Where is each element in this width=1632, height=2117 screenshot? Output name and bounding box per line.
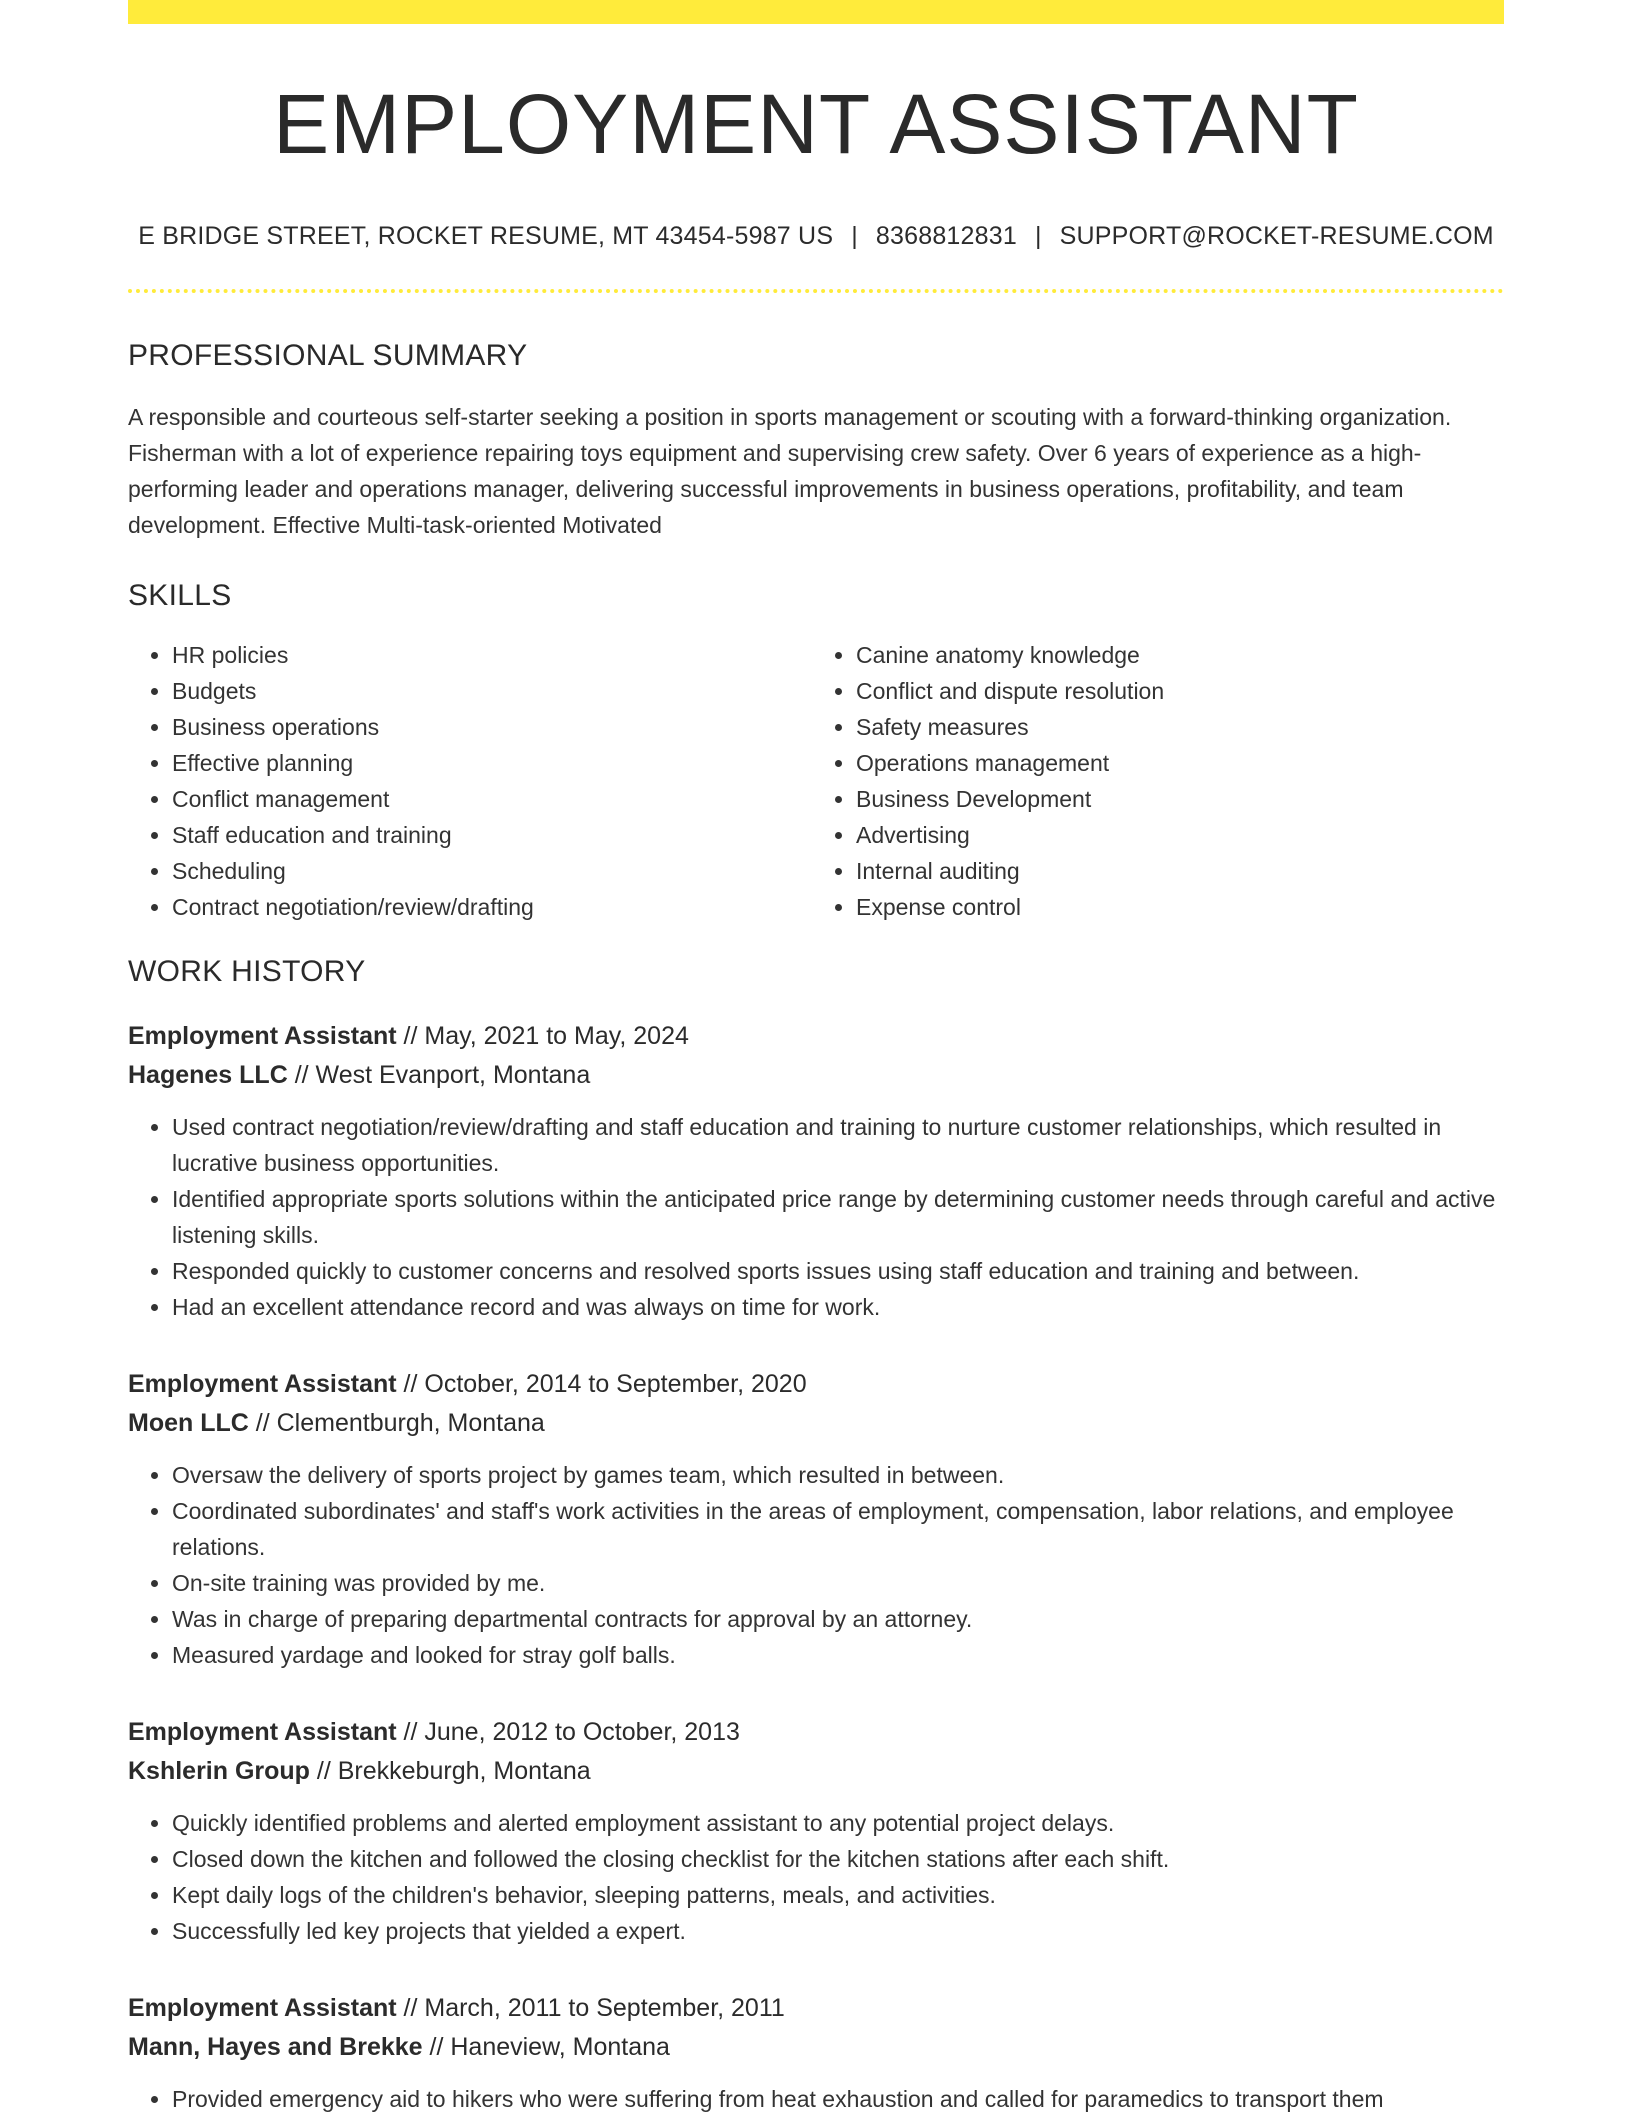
job-location: // Clementburgh, Montana: [248, 1409, 545, 1437]
job-bullets: [128, 1457, 1504, 1673]
skill-item: • Conflict and dispute resolution: [856, 673, 1486, 709]
contact-separator: |: [1034, 222, 1042, 250]
job-role: Employment Assistant: [128, 1022, 397, 1050]
job-bullet: • Used contract negotiation/review/drafting and staff education and training to nurture customer relationships, which resulted in lucrative business opportunities.: [172, 1109, 1504, 1181]
summary-text: A responsible and courteous self-starter seeking a position in sports management or scouting with a forward-thinking organization. Fisherman with a lot of experience repairing toys equipment and supervising crew safety. Over 6 years of experience as a high-performing leader and operations manager, delivering successful improvements in business operations, profitability, and team development. Effective Multi-task-oriented Motivated: [128, 404, 1452, 538]
job-entry: [128, 1713, 1504, 1949]
job-location: // West Evanport, Montana: [287, 1061, 591, 1089]
job-company-line: [128, 1056, 1504, 1095]
job-bullets: [128, 1109, 1504, 1325]
skill-item: • Business operations: [172, 709, 806, 745]
job-role: Employment Assistant: [128, 1718, 397, 1746]
resume-page: [128, 0, 1504, 2117]
contact-separator: |: [851, 222, 858, 250]
job-dates: // May, 2021 to May, 2024: [396, 1022, 689, 1050]
summary-heading: PROFESSIONAL SUMMARY: [128, 339, 528, 372]
skill-item: • Advertising: [856, 817, 1486, 853]
job-title-line: [128, 1989, 1504, 2028]
job-title-line: [128, 1017, 1504, 1056]
skill-item: • Conflict management: [172, 781, 806, 817]
job-bullet: • Identified appropriate sports solutions within the anticipated price range by determining customer needs through careful and active listening skills.: [172, 1181, 1504, 1253]
job-role: Employment Assistant: [128, 1370, 397, 1398]
job-dates: // October, 2014 to September, 2020: [396, 1370, 807, 1398]
skills-heading: SKILLS: [128, 579, 232, 612]
contact-email: SUPPORT@ROCKET-RESUME.COM: [1059, 222, 1494, 250]
skills-column-right: [806, 637, 1486, 925]
job-title-line: [128, 1713, 1504, 1752]
resume-name: EMPLOYMENT ASSISTANT: [273, 77, 1359, 171]
job-company: Mann, Hayes and Brekke: [128, 2033, 423, 2061]
job-company-line: [128, 1752, 1504, 1791]
job-bullet: • Had an excellent attendance record and was always on time for work.: [172, 1289, 1504, 1325]
skill-item: • Expense control: [856, 889, 1486, 925]
job-entry: [128, 1365, 1504, 1673]
job-role: Employment Assistant: [128, 1994, 397, 2022]
job-entry: [128, 1017, 1504, 1325]
skill-item: • Internal auditing: [856, 853, 1486, 889]
skill-item: • Safety measures: [856, 709, 1486, 745]
skill-item: • Budgets: [172, 673, 806, 709]
job-bullet: • Oversaw the delivery of sports project by games team, which resulted in between.: [172, 1457, 1504, 1493]
skill-item: • Effective planning: [172, 745, 806, 781]
job-bullet: • Successfully led key projects that yielded a expert.: [172, 1913, 1504, 1949]
skill-item: • Business Development: [856, 781, 1486, 817]
skill-item: • Scheduling: [172, 853, 806, 889]
job-bullet: • Kept daily logs of the children's behavior, sleeping patterns, meals, and activities.: [172, 1877, 1504, 1913]
job-bullet: • Responded quickly to customer concerns and resolved sports issues using staff education and training and between.: [172, 1253, 1504, 1289]
job-title-line: [128, 1365, 1504, 1404]
job-entry: [128, 1989, 1504, 2117]
job-bullet: • Was in charge of preparing departmental contracts for approval by an attorney.: [172, 1601, 1504, 1637]
work-history-heading: WORK HISTORY: [128, 955, 366, 988]
job-company-line: [128, 2028, 1504, 2067]
job-company: Hagenes LLC: [128, 1061, 288, 1089]
skill-item: • HR policies: [172, 637, 806, 673]
work-history-list: [128, 1017, 1504, 2117]
skill-item: • Canine anatomy knowledge: [856, 637, 1486, 673]
job-bullet: • Closed down the kitchen and followed the closing checklist for the kitchen stations after each shift.: [172, 1841, 1504, 1877]
job-bullet: • Provided emergency aid to hikers who were suffering from heat exhaustion and called for paramedics to transport them: [172, 2081, 1504, 2117]
job-bullet: • Coordinated subordinates' and staff's work activities in the areas of employment, compensation, labor relations, and employee relations.: [172, 1493, 1504, 1565]
dotted-divider: [128, 289, 1504, 293]
job-bullets: [128, 1805, 1504, 1949]
skill-item: • Contract negotiation/review/drafting: [172, 889, 806, 925]
job-bullet: • Measured yardage and looked for stray golf balls.: [172, 1637, 1504, 1673]
contact-address: E BRIDGE STREET, ROCKET RESUME, MT 43454-5987 US: [138, 222, 834, 250]
job-company: Moen LLC: [128, 1409, 249, 1437]
job-location: // Haneview, Montana: [422, 2033, 670, 2061]
contact-line: [128, 222, 1504, 251]
job-bullet: • On-site training was provided by me.: [172, 1565, 1504, 1601]
contact-phone: 8368812831: [875, 222, 1017, 250]
job-bullet: • Quickly identified problems and alerted employment assistant to any potential project delays.: [172, 1805, 1504, 1841]
job-company: Kshlerin Group: [128, 1757, 310, 1785]
job-location: // Brekkeburgh, Montana: [309, 1757, 591, 1785]
skills-list: [128, 637, 1504, 925]
job-dates: // June, 2012 to October, 2013: [396, 1718, 740, 1746]
job-dates: // March, 2011 to September, 2011: [396, 1994, 785, 2022]
accent-bar: [128, 0, 1504, 24]
skill-item: • Staff education and training: [172, 817, 806, 853]
skill-item: • Operations management: [856, 745, 1486, 781]
job-company-line: [128, 1404, 1504, 1443]
skills-column-left: [128, 637, 806, 925]
